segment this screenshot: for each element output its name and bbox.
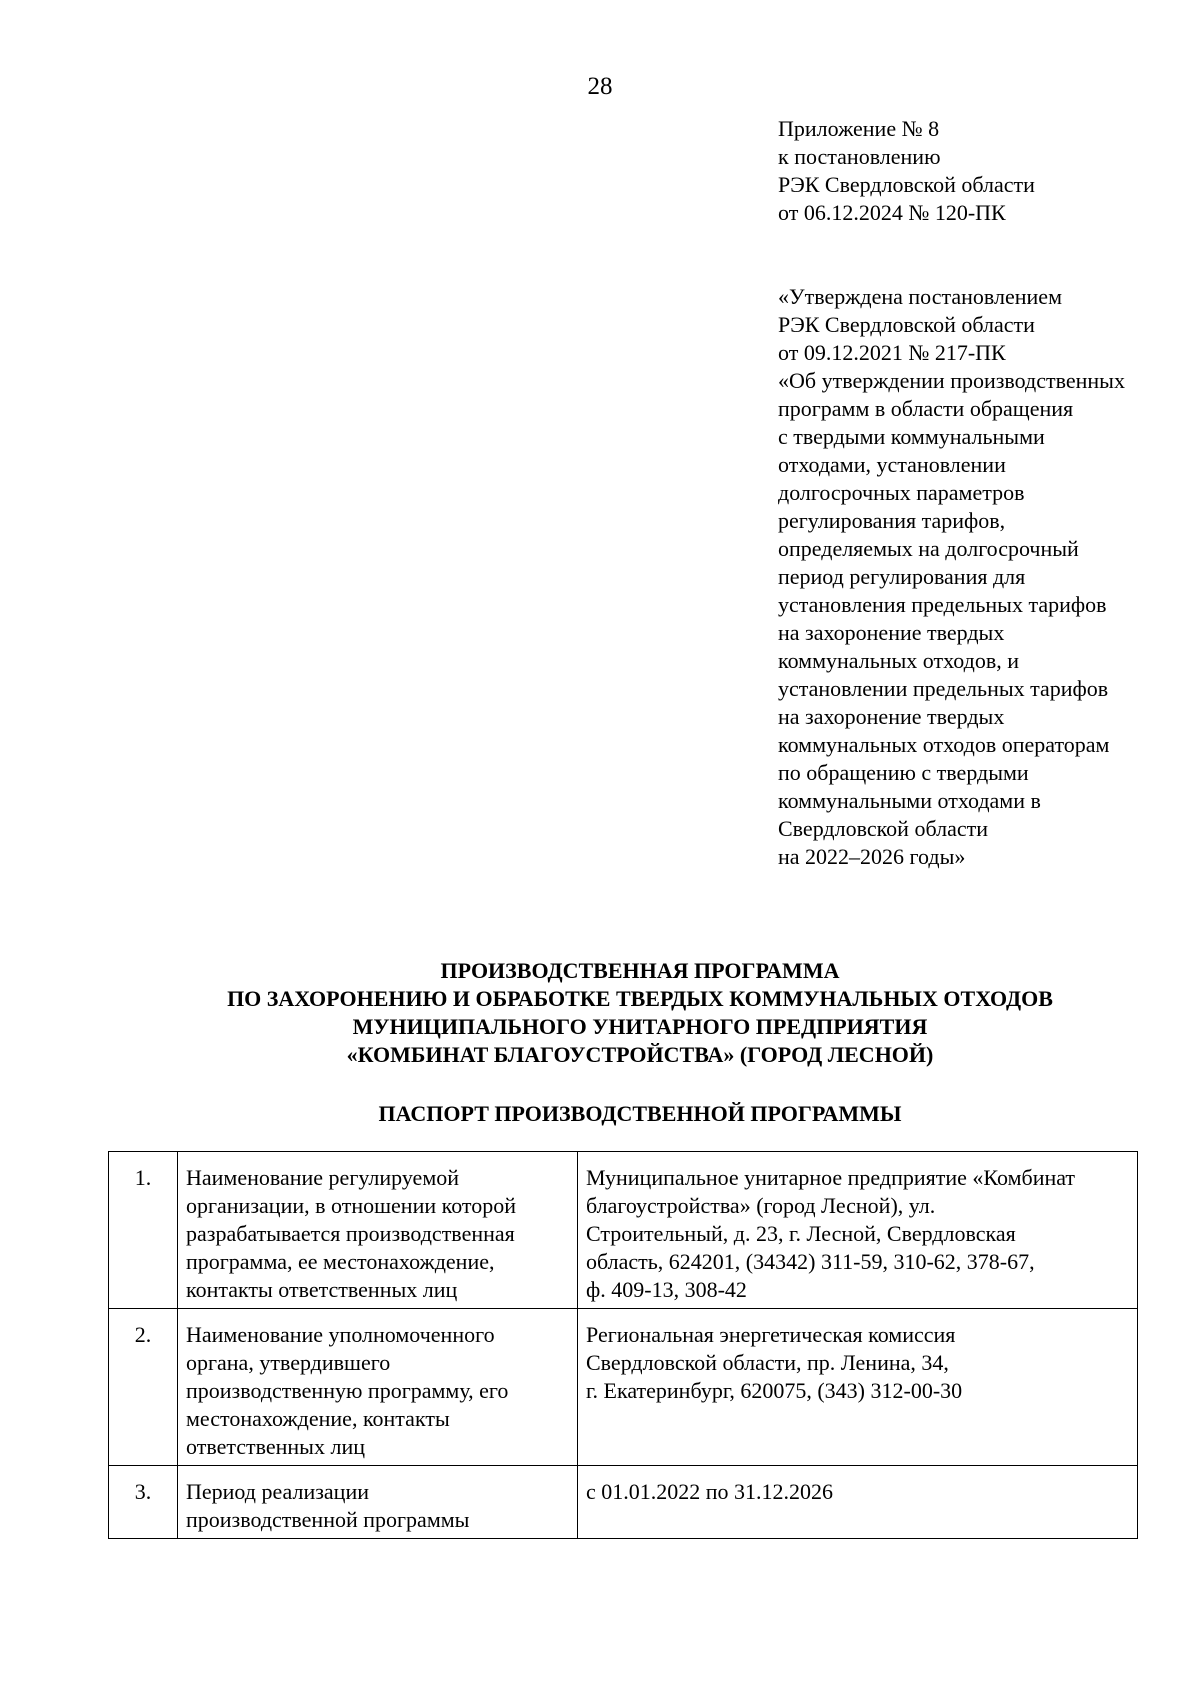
cell-line: с 01.01.2022 по 31.12.2026 [586, 1479, 834, 1504]
table-row [109, 1152, 1138, 1309]
cell-line: ответственных лиц [186, 1434, 365, 1459]
cell-line: Региональная энергетическая комиссия [586, 1322, 956, 1347]
appendix-line: Приложение № 8 [778, 116, 940, 141]
row-number: 1. [109, 1152, 178, 1309]
cell-line: Свердловской области, пр. Ленина, 34, [586, 1350, 949, 1375]
document-title [0, 957, 1200, 1069]
approval-line: РЭК Свердловской области [778, 312, 1035, 337]
title-line: ПРОИЗВОДСТВЕННАЯ ПРОГРАММА [440, 958, 840, 983]
row-label [178, 1466, 578, 1539]
approval-line: коммунальными отходами в [778, 788, 1041, 813]
table-row [109, 1309, 1138, 1466]
appendix-reference [778, 115, 1178, 227]
cell-line: органа, утвердившего [186, 1350, 391, 1375]
row-label [178, 1309, 578, 1466]
approval-line: от 09.12.2021 № 217-ПК [778, 340, 1006, 365]
cell-line: производственную программу, его [186, 1378, 509, 1403]
row-value [578, 1309, 1138, 1466]
cell-line: Муниципальное унитарное предприятие «Комбинат [586, 1165, 1076, 1190]
cell-line: г. Екатеринбург, 620075, (343) 312-00-30 [586, 1378, 963, 1403]
cell-line: Строительный, д. 23, г. Лесной, Свердловская [586, 1221, 1016, 1246]
approval-line: регулирования тарифов, [778, 508, 1006, 533]
approval-line: определяемых на долгосрочный [778, 536, 1079, 561]
title-line: «КОМБИНАТ БЛАГОУСТРОЙСТВА» (ГОРОД ЛЕСНОЙ) [346, 1042, 934, 1067]
approval-line: на захоронение твердых [778, 620, 1005, 645]
approval-line: отходами, установлении [778, 452, 1006, 477]
appendix-line: от 06.12.2024 № 120-ПК [778, 200, 1006, 225]
approval-line: долгосрочных параметров [778, 480, 1025, 505]
cell-line: Наименование уполномоченного [186, 1322, 495, 1347]
row-value [578, 1466, 1138, 1539]
title-line: МУНИЦИПАЛЬНОГО УНИТАРНОГО ПРЕДПРИЯТИЯ [352, 1014, 928, 1039]
cell-line: ф. 409-13, 308-42 [586, 1277, 747, 1302]
approval-line: установления предельных тарифов [778, 592, 1107, 617]
approval-line: период регулирования для [778, 564, 1026, 589]
approval-line: на захоронение твердых [778, 704, 1005, 729]
cell-line: контакты ответственных лиц [186, 1277, 458, 1302]
appendix-line: к постановлению [778, 144, 941, 169]
cell-line: местонахождение, контакты [186, 1406, 450, 1431]
row-label [178, 1152, 578, 1309]
cell-line: разрабатывается производственная [186, 1221, 515, 1246]
approval-line: коммунальных отходов операторам [778, 732, 1110, 757]
approval-line: по обращению с твердыми [778, 760, 1029, 785]
approval-reference [778, 283, 1188, 871]
table-row [109, 1466, 1138, 1539]
approval-line: Свердловской области [778, 816, 988, 841]
cell-line: Наименование регулируемой [186, 1165, 460, 1190]
appendix-line: РЭК Свердловской области [778, 172, 1035, 197]
approval-line: «Об утверждении производственных [778, 368, 1125, 393]
row-number: 3. [109, 1466, 178, 1539]
approval-line: на 2022–2026 годы» [778, 844, 966, 869]
cell-line: производственной программы [186, 1507, 470, 1532]
title-line: ПО ЗАХОРОНЕНИЮ И ОБРАБОТКЕ ТВЕРДЫХ КОММУНАЛЬНЫХ ОТХОДОВ [227, 986, 1053, 1011]
cell-line: организации, в отношении которой [186, 1193, 516, 1218]
cell-line: Период реализации [186, 1479, 370, 1504]
passport-heading: ПАСПОРТ ПРОИЗВОДСТВЕННОЙ ПРОГРАММЫ [378, 1101, 902, 1126]
approval-line: установлении предельных тарифов [778, 676, 1109, 701]
passport-table [108, 1151, 1138, 1539]
cell-line: область, 624201, (34342) 311-59, 310-62, 378-67, [586, 1249, 1035, 1274]
cell-line: благоустройства» (город Лесной), ул. [586, 1193, 936, 1218]
page-number: 28 [587, 73, 613, 100]
approval-line: «Утверждена постановлением [778, 284, 1062, 309]
approval-line: с твердыми коммунальными [778, 424, 1045, 449]
cell-line: программа, ее местонахождение, [186, 1249, 495, 1274]
approval-line: программ в области обращения [778, 396, 1074, 421]
approval-line: коммунальных отходов, и [778, 648, 1020, 673]
row-value [578, 1152, 1138, 1309]
row-number: 2. [109, 1309, 178, 1466]
